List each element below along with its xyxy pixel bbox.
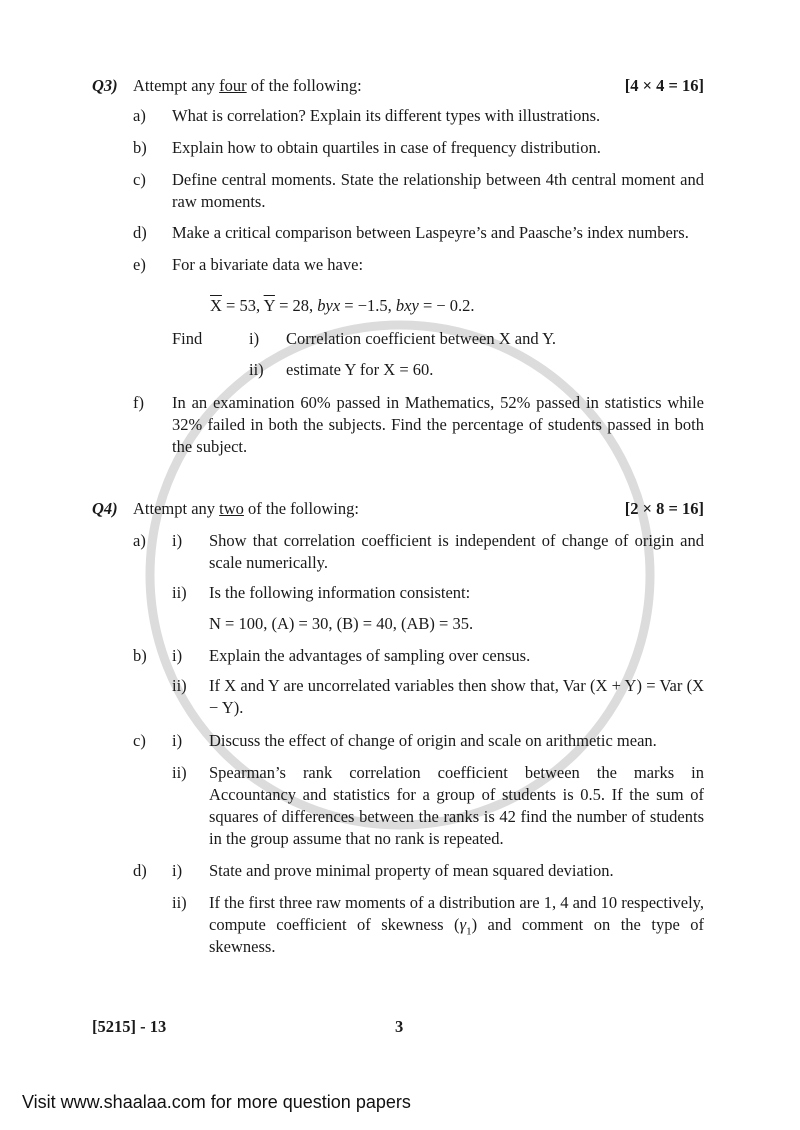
list-item <box>92 860 704 882</box>
question-text: Define central moments. State the relationship between 4th central moment and raw moments. <box>172 170 704 211</box>
list-item <box>92 730 704 752</box>
item-letter: e) <box>133 255 146 274</box>
sub-number: i) <box>249 329 260 348</box>
question-text: Make a critical comparison between Laspeyre’s and Paasche’s index numbers. <box>172 223 689 242</box>
find-label: Find <box>172 329 203 348</box>
item-letter: a) <box>133 531 146 550</box>
formula <box>92 613 704 635</box>
sub-text: Spearman’s rank correlation coefficient between the marks in Accountancy and statistics for a group of students is 0.5. If the sum of squares of differences between the ranks is 42 find the number of students in the group assume that no rank is repeated. <box>209 763 704 848</box>
item-letter: c) <box>133 170 146 189</box>
q3-header <box>92 75 704 97</box>
list-item <box>92 392 704 458</box>
question-text: For a bivariate data we have: <box>172 255 364 274</box>
list-item <box>92 222 704 244</box>
list-item <box>92 169 704 213</box>
sub-text: estimate Y for X = 60. <box>286 360 434 379</box>
sub-number: ii) <box>249 360 264 379</box>
question-text: What is correlation? Explain its different types with illustrations. <box>172 106 601 125</box>
sub-number: i) <box>172 731 183 750</box>
item-letter: b) <box>133 138 147 157</box>
sub-text: If X and Y are uncorrelated variables then show that, Var (X + Y) = Var (X − Y). <box>209 676 704 717</box>
marks: [2 × 8 = 16] <box>624 499 704 518</box>
list-item <box>92 530 704 574</box>
question-number: Q4) <box>92 499 118 518</box>
item-letter: d) <box>133 223 147 242</box>
sub-text: Explain the advantages of sampling over census. <box>209 646 531 665</box>
question-instruction: Attempt any four of the following: <box>133 76 362 95</box>
sub-text: Discuss the effect of change of origin and scale on arithmetic mean. <box>209 731 657 750</box>
question-instruction: Attempt any two of the following: <box>133 499 359 518</box>
item-letter: c) <box>133 731 146 750</box>
formula: $\overline{X} = 53$, $\overline{Y} = 28$, byx = −1.5, bxy = − 0.2. <box>210 296 475 315</box>
list-item <box>92 645 704 667</box>
sub-text: Correlation coefficient between X and Y. <box>286 329 557 348</box>
question-content <box>92 75 704 958</box>
sub-text: Show that correlation coefficient is independent of change of origin and scale numerically. <box>209 531 704 572</box>
sub-number: i) <box>172 861 183 880</box>
sub-number: ii) <box>172 583 187 602</box>
paper-code: [5215] - 13 <box>92 1017 167 1036</box>
list-item <box>92 137 704 159</box>
sub-number: ii) <box>172 893 187 912</box>
list-item <box>92 582 704 604</box>
sub-text: State and prove minimal property of mean squared deviation. <box>209 861 614 880</box>
list-item <box>92 892 704 958</box>
sub-number: ii) <box>172 763 187 782</box>
sub-number: ii) <box>172 676 187 695</box>
item-letter: f) <box>133 393 144 412</box>
item-letter: a) <box>133 106 146 125</box>
formula-text: N = 100, (A) = 30, (B) = 40, (AB) = 35. <box>209 614 474 633</box>
sub-text: Is the following information consistent: <box>209 583 471 602</box>
question-text: In an examination 60% passed in Mathematics, 52% passed in statistics while 32% failed in both the subjects. Find the percentage of students passed in both the subject. <box>172 393 704 456</box>
item-letter: b) <box>133 646 147 665</box>
list-item <box>92 105 704 127</box>
find-row <box>92 328 704 350</box>
question-text: Explain how to obtain quartiles in case of frequency distribution. <box>172 138 601 157</box>
sub-text: If the first three raw moments of a distribution are 1, 4 and 10 respectively, compute coefficient of skewness $(\gamma_1)$ and comment on the type of skewness. <box>209 893 705 956</box>
find-row <box>92 359 704 381</box>
item-letter: d) <box>133 861 147 880</box>
marks: [4 × 4 = 16] <box>624 76 704 95</box>
question-number: Q3) <box>92 76 118 95</box>
sub-number: i) <box>172 646 183 665</box>
website-banner[interactable]: Visit www.shaalaa.com for more question papers <box>22 1092 411 1112</box>
page-number: 3 <box>395 1017 404 1036</box>
q4-header <box>92 498 704 520</box>
list-item <box>92 762 704 850</box>
list-item <box>92 675 704 719</box>
list-item <box>92 254 704 276</box>
sub-number: i) <box>172 531 183 550</box>
